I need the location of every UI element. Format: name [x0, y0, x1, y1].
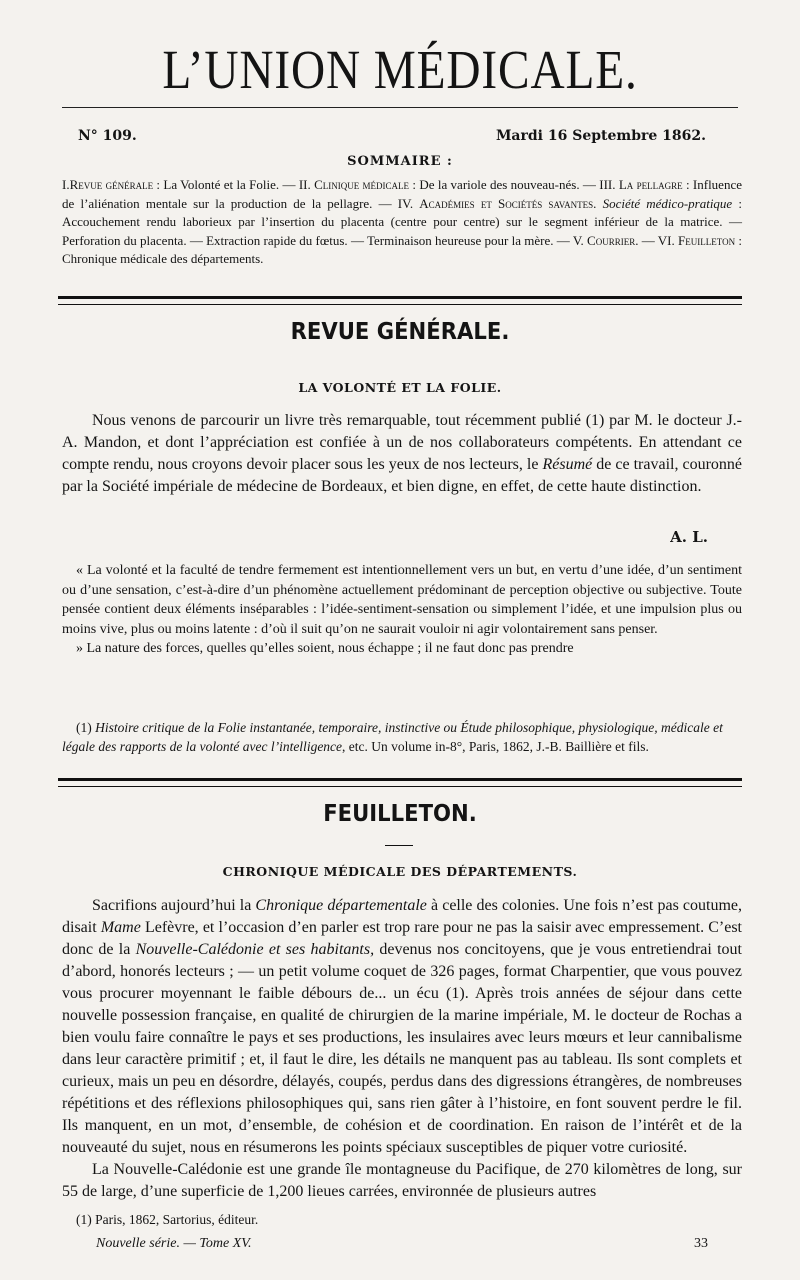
sommaire-num-6: VI. [657, 232, 679, 248]
sommaire-title: SOMMAIRE : [347, 154, 453, 169]
feuilleton-text-c: Lefèvre, et l’occasion d’en parler est trop rare pour ne pas la saisir avec empressement. C’est donc de la [62, 919, 742, 958]
sommaire-text-4: . [593, 195, 603, 211]
sommaire-num-3: III. [599, 177, 619, 192]
section-divider-bottom [58, 778, 742, 787]
sommaire-text-5: . — [635, 232, 658, 248]
footnote-number: (1) [76, 720, 96, 735]
section-divider-top [58, 296, 742, 305]
sommaire-label-3: La pellagre [618, 177, 683, 192]
footnote-rest: , etc. Un volume in-8°, Paris, 1862, J.-B. Baillière et fils. [342, 739, 649, 754]
feuilleton-text-d: devenus nos concitoyens, que je vous entretiendrai tout d’abord, honorés lecteurs ; — un petit volume coquet de 326 pages, format Charpentier, que vous pouvez vous procurer moyennant le faible débours de... un écu (1). Après trois années de séjour dans cette nouvelle possession française, en qualité de chirurgien de la marine impériale, M. le docteur de Rochas a bien voulu faire connaître le pays et ses productions, les insulaires avec leurs mœurs et leur cannibalisme dans leur caractère primitif ; et, il faut le dire, les détails ne manquent pas au tableau. Ils sont complets et curieux, mais un peu en désordre, délayés, coupés, perdus dans des digressions étrangères, de nombreuses répétitions et des réflexions philosophiques qui, sans rien gâter à l’histoire, en font souvent perdre le fil. Ils manquent, en un mot, d’ensemble, de cohésion et de coordination. En raison de l’intérêt et de la nouveauté du sujet, nous en résumerons les points spéciaux susceptibles de piquer votre curiosité. [62, 941, 742, 1156]
feuilleton-text-b: à celle des colonies. Une fois n’est pas coutume, disait [62, 897, 742, 936]
feuilleton-paragraph-2: La Nouvelle-Calédonie est une grande île montagneuse du Pacifique, de 270 kilomètres de long, sur 55 de large, d’une superficie de 1,200 lieues carrées, environnée de plusieurs autres [62, 1161, 742, 1200]
revue-quote [62, 561, 742, 659]
intro-emphasis: Résumé [542, 456, 593, 473]
sommaire-label-1: Revue générale [69, 177, 154, 192]
page-number: 33 [694, 1236, 708, 1251]
feuilleton-subtitle: CHRONIQUE MÉDICALE DES DÉPARTEMENTS. [222, 864, 578, 879]
sommaire-num-4: IV. [397, 195, 420, 211]
masthead-title: L’UNION MÉDICALE. [162, 39, 638, 100]
sommaire-text-3: : Influence de l’aliénation mentale sur la production de la pellagre. — [62, 177, 742, 211]
issue-number: N° 109. [78, 128, 137, 144]
intro-text-a: Nous venons de parcourir un livre très remarquable, tout récemment publié (1) par M. le docteur J.-A. Mandon, et dont l’appréciation est confiée à un de nos collaborateurs compétents. En attendant ce compte rendu, nous croyons devoir placer sous les yeux de nos lecteurs, le [62, 412, 742, 473]
sommaire-label-4: Académies et Sociétés savantes [419, 195, 594, 211]
sommaire-num-5: V. [572, 232, 588, 248]
sommaire-text [62, 176, 742, 269]
revue-signature: A. L. [670, 528, 708, 546]
feuilleton-emphasis-2: Mame [100, 919, 141, 936]
revue-subtitle: LA VOLONTÉ ET LA FOLIE. [298, 380, 502, 395]
feuilleton-body [62, 895, 742, 1203]
sommaire-text-1: : La Volonté et la Folie. — [153, 177, 299, 192]
revue-title: REVUE GÉNÉRALE. [290, 319, 510, 345]
feuilleton-emphasis-1: Chronique départementale [255, 897, 427, 914]
issue-date: Mardi 16 Septembre 1862. [495, 128, 706, 144]
sommaire-num-2: II. [298, 177, 315, 192]
feuilleton-footnote: (1) Paris, 1862, Sartorius, éditeur. [76, 1212, 259, 1227]
sommaire-rest-4: : Accouchement rendu laborieux par l’insertion du placenta (centre pour centre) sur le segment inférieur de la matrice. — Perforation du placenta. — Extraction rapide du fœtus. — Terminaison heureuse pour la mère. — [62, 195, 742, 248]
feuilleton-title: FEUILLETON. [323, 801, 477, 827]
feuilleton-dash [385, 845, 413, 846]
sommaire-num-1: I. [62, 177, 70, 192]
revue-footnote [62, 718, 742, 756]
issue-line [78, 128, 706, 144]
page-footer [96, 1236, 708, 1252]
feuilleton-emphasis-3: Nouvelle-Calédonie et ses habitants, [135, 941, 375, 958]
sommaire-label-5: Courrier [587, 232, 636, 248]
footer-series: Nouvelle série. — Tome XV. [96, 1236, 252, 1251]
intro-text-b: de ce travail, couronné par la Société impériale de médecine de Bordeaux, et bien digne, en effet, de cette haute distinction. [62, 456, 743, 495]
sommaire-text-2: : De la variole des nouveau-nés. — [409, 177, 600, 192]
revue-intro [62, 410, 742, 498]
sommaire-label-6: Feuilleton [678, 232, 736, 248]
feuilleton-text-a: Sacrifions aujourd’hui la [92, 897, 256, 914]
footnote-title: Histoire critique de la Folie instantanée, temporaire, instinctive ou Étude philosophique, physiologique, médicale et légale des rapports de la volonté avec l’intelligence [62, 720, 723, 754]
masthead-rule [62, 107, 738, 108]
sommaire-text-6: : Chronique médicale des départements. [62, 232, 742, 266]
quote-paragraph-1: « La volonté et la faculté de tendre fermement est intentionnellement vers un but, en vertu d’une idée, d’un sentiment ou d’une sensation, c’est-à-dire d’un phénomène actuellement prédominant de perception objective ou subjective. Toute pensée contient deux éléments inséparables : l’idée-sentiment-sensation ou simplement l’idée, et une impulsion plus ou moins vive, plus ou moins latente : d’où il suit qu’on ne saurait vouloir ni agir volontairement sans penser. [62, 563, 742, 637]
sommaire-label-2: Clinique médicale [314, 177, 410, 192]
sommaire-society: Société médico-pratique [602, 195, 733, 211]
quote-paragraph-2: » La nature des forces, quelles qu’elles soient, nous échappe ; il ne faut donc pas prendre [76, 641, 574, 656]
